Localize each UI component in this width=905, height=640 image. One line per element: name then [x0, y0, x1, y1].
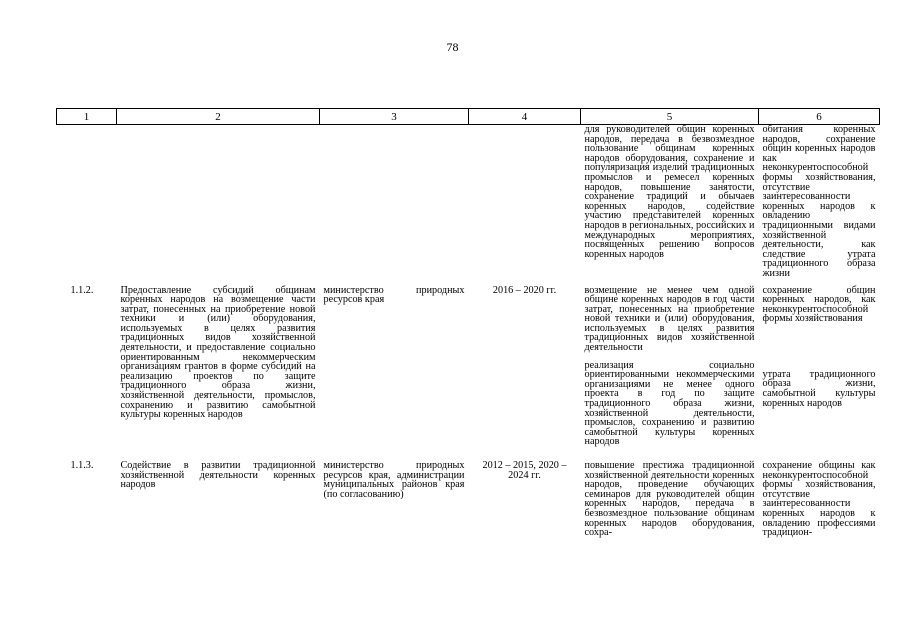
- result-a: возмещение не менее чем одной общине коренных народов в год части затрат, понесенных на приобретение новой техники и (или) оборудования, используемых в целях развития традиционных видов хозяйственной деятельности: [584, 284, 755, 354]
- row-number: 1.1.2.: [70, 284, 94, 296]
- period: 2012 – 2015, 2020 – 2024 гг.: [482, 460, 567, 481]
- measure-description: Содействие в развитии традиционной хозяйственной деятельности коренных народов: [120, 460, 316, 491]
- header-col-1: 1: [57, 109, 117, 125]
- header-col-5: 5: [581, 109, 759, 125]
- continuation-result: для руководителей общин коренных народов, передача в безвозмездное пользование общинам коренных народов оборудования, сохранение и популяризация изделий традиционных промыслов и ремесел коренных народов, повышение занятости, сохранение традиций и обычаев коренных народов, содействие участию представителей коренных народов в региональных, российских и международных мероприятиях, посвященных решению вопросов коренных народов: [584, 124, 755, 260]
- executor: министерство природных ресурсов края: [323, 284, 465, 306]
- consequence: сохранение общины как неконкурентоспособной формы хозяйствования, отсутствие заинтересованности коренных народов к овладению профессиями традицион-: [762, 460, 876, 539]
- table-header-row: [57, 109, 880, 125]
- executor: министерство природных ресурсов края, администрации муниципальных районов края (по согласованию): [323, 460, 465, 500]
- measure-description: Предоставление субсидий общинам коренных народов на возмещение части затрат, понесенных на приобретение новой техники и (или) оборудования, используемых в целях развития традиционных видов хозяйственной деятельности, и предоставление социально ориентированным некоммерческим организациям грантов в форме субсидий на реализацию проектов по защите традиционного образа жизни, хозяйственной деятельности, промыслов, сохранению и развитию самобытной культуры коренных народов: [120, 284, 316, 421]
- period: 2016 – 2020 гг.: [492, 284, 557, 296]
- header-col-4: 4: [469, 109, 581, 125]
- result-b: реализация социально ориентированными некоммерческими организациями не менее одного проекта в год по защите традиционного образа жизни, хозяйственной деятельности, промыслов, сохранению и развитию самобытной культуры коренных народов: [584, 359, 755, 448]
- continuation-consequence: обитания коренных народов, сохранение общин коренных народов как неконкурентоспособной формы хозяйствования, отсутствие заинтересованности коренных народов к овладению традиционными видами хозяйственной деятельности, как следствие утрата традиционного образа жизни: [762, 124, 876, 279]
- consequence-b: утрата традиционного образа жизни, самобытной культуры коренных народов: [762, 368, 876, 409]
- header-col-6: 6: [759, 109, 880, 125]
- consequence-a: сохранение общин коренных народов, как неконкурентоспособной формы хозяйствования: [762, 284, 876, 325]
- header-col-2: 2: [117, 109, 320, 125]
- table-row-1-1-3: [57, 461, 880, 538]
- measures-table: [56, 108, 880, 538]
- row-number: 1.1.3.: [70, 460, 94, 471]
- header-col-3: 3: [320, 109, 469, 125]
- page-number: 78: [446, 40, 459, 54]
- table-row-continuation: [57, 125, 880, 279]
- result: повышение престижа традиционной хозяйственной деятельности коренных народов, проведение обучающих семинаров для руководителей общин коренных народов, передача в безвозмездное пользование общинам коренных народов оборудования, сохра-: [584, 460, 755, 539]
- table-row-1-1-2: [57, 286, 880, 448]
